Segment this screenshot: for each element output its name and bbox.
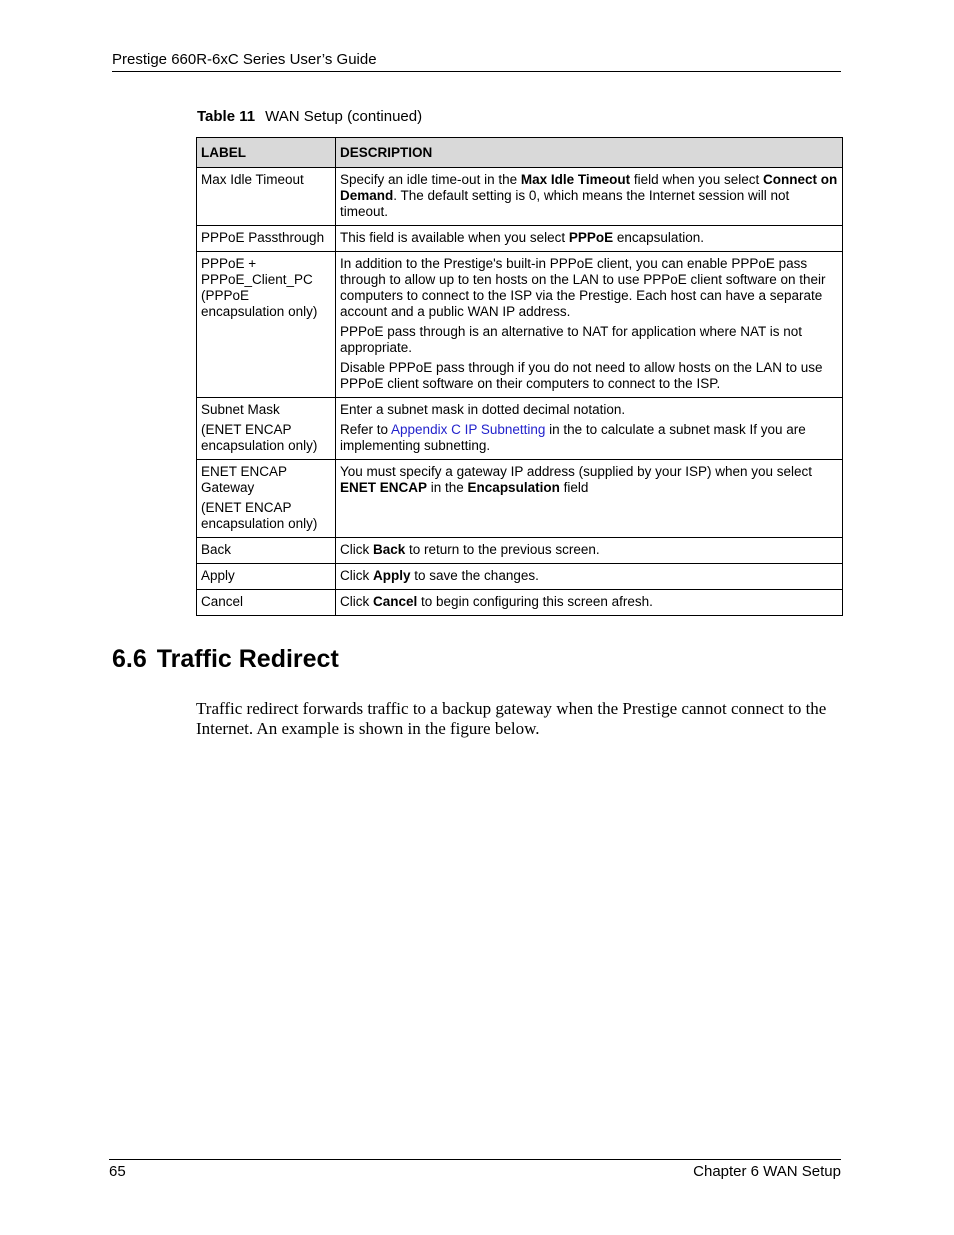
description-text: Specify an idle time-out in the [340,172,521,187]
description-text: Click [340,594,373,609]
field-name-bold: PPPoE [568,230,614,245]
description-text: Disable PPPoE pass through if you do not need to allow hosts on the LAN to use PPPoE client software on their computers to connect to the ISP. [340,360,823,391]
row-label-cell [197,226,336,252]
description-text: Click [340,542,373,557]
description-paragraph [340,594,838,610]
table-row [197,398,843,460]
description-text: Click [340,568,373,583]
description-paragraph [340,422,838,454]
section-heading [112,645,339,674]
row-label-text: (ENET ENCAP encapsulation only) [201,500,318,531]
description-paragraph [340,324,838,356]
section-number: 6.6 [112,645,147,673]
row-label-cell [197,168,336,226]
table-row [197,538,843,564]
field-name-bold: Back [373,542,406,557]
row-label-cell [197,538,336,564]
field-name-bold: Apply [373,568,411,583]
description-paragraph [340,172,838,220]
row-label-text: (ENET ENCAP encapsulation only) [201,422,318,453]
description-text: In addition to the Prestige's built-in PPPoE client, you can enable PPPoE pass through to allow up to ten hosts on the LAN to use PPPoE client software on their computers to connect to the ISP via the Prestige. Each host can have a separate account and a public WAN IP address. [340,256,826,319]
field-name-bold: Max Idle Timeout [520,172,631,187]
description-text: in the to calculate a subnet mask If you are implementing subnetting. [340,422,806,453]
description-text: field when you select [630,172,763,187]
row-label-text: PPPoE Passthrough [201,230,325,245]
column-header-description: DESCRIPTION [336,138,843,168]
row-description-cell [336,226,843,252]
table-caption [197,108,422,125]
table-row [197,252,843,398]
description-text: Refer to [340,422,392,437]
field-name-bold: Cancel [373,594,418,609]
page-header [112,51,841,72]
row-description-cell [336,564,843,590]
row-description-cell [336,538,843,564]
row-label-text: Back [201,542,232,557]
description-paragraph [340,568,838,584]
table-row [197,168,843,226]
footer-chapter: Chapter 6 WAN Setup [693,1163,841,1180]
table-row [197,590,843,616]
table-caption-label: Table 11 [197,108,256,125]
description-text: . The default setting is 0, which means the Internet session will not timeout. [340,188,790,219]
row-label-text: Subnet Mask [201,402,280,417]
field-name-bold: Encapsulation [467,480,560,495]
header-title: Prestige 660R-6xC Series User’s Guide [112,51,377,68]
description-text: in the [427,480,468,495]
description-paragraph [340,256,838,320]
page-number: 65 [109,1163,126,1180]
field-name-bold: ENET ENCAP [340,480,428,495]
description-paragraph [340,402,838,418]
row-label-text: Max Idle Timeout [201,172,304,187]
row-label-text: Cancel [201,594,244,609]
row-description-cell [336,168,843,226]
field-name-bold: Connect on Demand [340,172,838,203]
row-label-text: ENET ENCAP Gateway [201,464,287,495]
row-label-cell [197,564,336,590]
description-paragraph [340,542,838,558]
description-text: encapsulation. [613,230,704,245]
row-label-text: PPPoE + PPPoE_Client_PC (PPPoE encapsulation only) [201,256,318,319]
wan-setup-table [196,137,843,616]
section-body-paragraph: Traffic redirect forwards traffic to a backup gateway when the Prestige cannot connect to the Internet. An example is shown in the figure below. [196,699,827,738]
description-paragraph [340,464,838,496]
row-label-cell [197,398,336,460]
description-text: This field is available when you select [340,230,569,245]
table-row [197,564,843,590]
description-paragraph [340,360,838,392]
description-text: to begin configuring this screen afresh. [417,594,653,609]
row-label-cell [197,590,336,616]
description-text: field [559,480,589,495]
description-text: to save the changes. [410,568,539,583]
table-header-row [197,138,843,168]
row-description-cell [336,252,843,398]
table-body [197,168,843,616]
row-description-cell [336,590,843,616]
table-row [197,460,843,538]
description-paragraph [340,230,838,246]
row-label-cell [197,252,336,398]
description-text: PPPoE pass through is an alternative to NAT for application where NAT is not appropriate. [340,324,802,355]
row-label-text: Apply [201,568,235,583]
row-description-cell [336,460,843,538]
description-text: You must specify a gateway IP address (supplied by your ISP) when you select [340,464,813,479]
cross-reference-link[interactable]: Appendix C IP Subnetting [391,422,546,437]
section-title: Traffic Redirect [156,645,339,673]
column-header-label: LABEL [197,138,336,168]
page-footer [109,1159,841,1180]
description-text: Enter a subnet mask in dotted decimal notation. [340,402,626,417]
row-label-cell [197,460,336,538]
row-description-cell [336,398,843,460]
description-text: to return to the previous screen. [405,542,600,557]
table-row [197,226,843,252]
table-caption-title: WAN Setup (continued) [265,108,423,125]
